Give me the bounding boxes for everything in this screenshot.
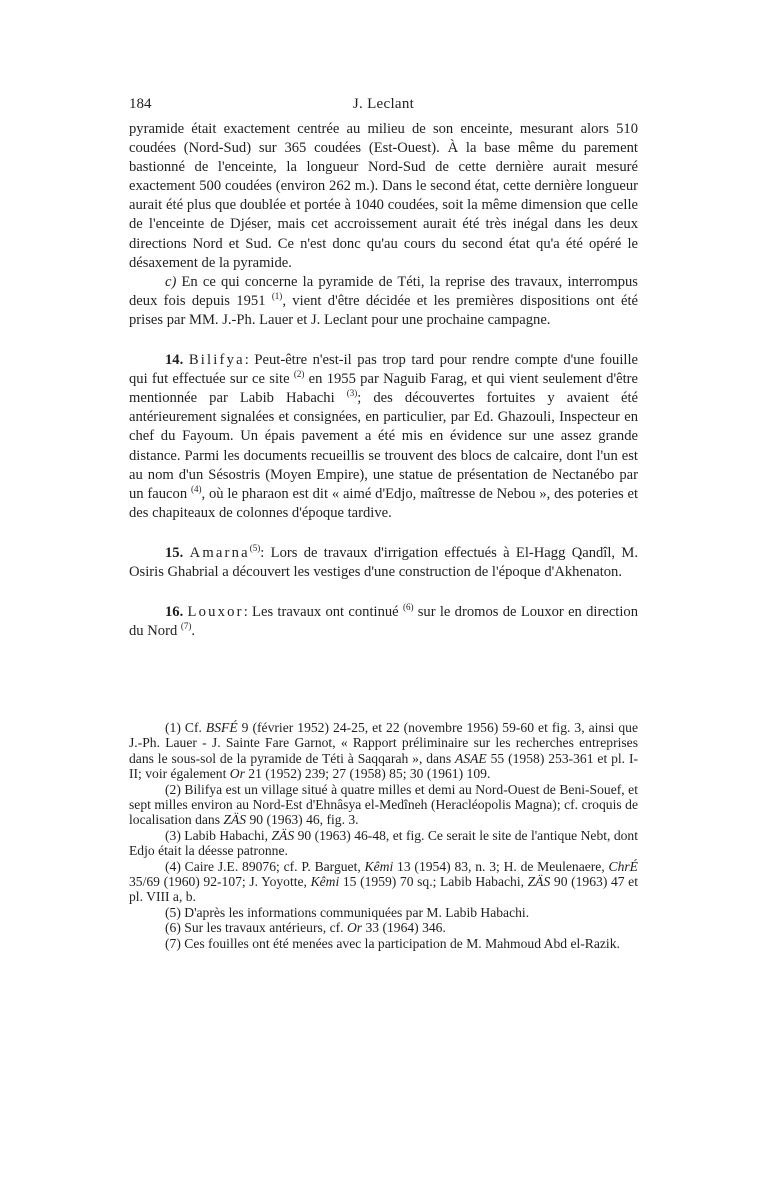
footnote-ref: (4) — [190, 483, 202, 494]
journal-abbrev: ChrÉ — [608, 858, 638, 874]
footnote-ref: (2) — [293, 369, 305, 380]
footnote-mark: (6) — [165, 920, 181, 936]
item-label: c) — [165, 273, 177, 290]
footnote-2: (2) Bilifya est un village situé à quatre milles et demi au Nord-Ouest de Beni-Souef, et sept milles environ au Nord-Est d'Ehnâsya el-Medîneh (Heracléopolis Magna); cf. croquis de localisation dans ZÄS 90 (1963) 46, fig. 3. — [129, 781, 638, 828]
journal-abbrev: Or — [229, 766, 245, 782]
footnote-ref: (7) — [180, 621, 192, 632]
section-number: 16. — [165, 604, 184, 621]
site-name: Amarna — [189, 544, 250, 561]
journal-abbrev: ZÄS — [527, 874, 551, 890]
running-title: J. Leclant — [352, 96, 415, 112]
footnote-1: (1) Cf. BSFÉ 9 (février 1952) 24-25, et 22 (novembre 1956) 59-60 et fig. 3, ainsi que J.-Ph. Lauer - J. Sainte Fare Garnot, « Rapport préliminaire sur les recherches entreprises dans le sous-sol de la pyramide de Téti à Saqqarah », dans ASAE 55 (1958) 253-361 et pl. I-II; voir également Or 21 (1952) 239; 27 (1958) 85; 30 (1961) 109. — [129, 720, 639, 782]
footnote-ref: (3) — [346, 388, 358, 399]
main-text — [129, 120, 638, 641]
footnote-7: (7) Ces fouilles ont été menées avec la participation de M. Mahmoud Abd el-Razik. — [165, 935, 620, 951]
page-number: 184 — [129, 96, 152, 112]
journal-abbrev: Kêmi — [364, 858, 394, 874]
footnote-mark: (1) — [165, 720, 181, 735]
section-amarna: 15. Amarna$^{(5)}$: Lors de travaux d'irrigation effectués à El-Hagg Qandîl, M. Osiris Ghabrial a découvert les vestiges d'une construction de l'époque d'Akhenaton. — [129, 543, 638, 580]
footnote-ref: (5) — [249, 543, 261, 554]
footnote-mark: (2) — [165, 781, 181, 797]
paragraph-teti: c) En ce qui concerne la pyramide de Téti, la reprise des travaux, interrompus deux fois depuis 1951 $^{(1)}$, vient d'être décidée et les premières dispositions ont été prises par MM. J.-Ph. Lauer et J. Leclant pour une prochaine campagne. — [129, 273, 638, 328]
journal-abbrev: BSFÉ — [205, 720, 238, 735]
journal-abbrev: ASAE — [455, 750, 487, 766]
section-bilifya: 14. Bilifya: Peut-être n'est-il pas trop tard pour rendre compte d'une fouille qui fut effectuée sur ce site $^{(2)}$ en 1955 par Naguib Farag, et qui vient seulement d'être mentionnée par Labib Habachi $^{(3)}$; des découvertes fortuites y avaient été antérieurement signalées et consignées, en particulier, par Ed. Ghazouli, Inspecteur en chef du Fayoum. Un épais pavement a été mis en évidence sur une assez grande distance. Parmi les documents recueillis se trouvent des blocs de calcaire, dont l'un est au nom d'un Sésostris (Moyen Empire), une statue de présentation de Nectanébo par un faucon $^{(4)}$, où le pharaon est dit « aimé d'Edjo, maîtresse de Nebou », des poteries et des chapiteaux de colonnes d'époque tardive. — [129, 352, 638, 521]
section-louxor: 16. Louxor: Les travaux ont continué $^{(6)}$ sur le dromos de Louxor en direction du Nord $^{(7)}$. — [129, 602, 638, 640]
footnotes — [129, 720, 638, 951]
running-header — [129, 96, 638, 116]
paragraph-pyramid-axis: pyramide était exactement centrée au milieu de son enceinte, mesurant alors 510 coudées (Nord-Sud) sur 365 coudées (Est-Ouest). À la base même du parement bastionné de l'enceinte, la longueur Nord-Sud de cette dernière aurait mesuré exactement 500 coudées (environ 262 m.). Dans le second état, cette dernière longueur aurait été plus que doublée et portée à 1040 coudées, soit la même dimension que celle de l'enceinte de Djéser, mais cet accroissement aurait été très inégal dans les deux directions Nord et Sud. Ce n'est donc qu'au cours du second état qu'a été opéré le désaxement de la pyramide. — [129, 121, 638, 271]
footnote-5: (5) D'après les informations communiquées par M. Labib Habachi. — [165, 904, 530, 920]
journal-abbrev: ZÄS — [271, 827, 295, 843]
footnote-mark: (5) — [165, 904, 181, 920]
journal-abbrev: Kêmi — [310, 874, 340, 890]
section-number: 15. — [165, 544, 184, 561]
site-name: Louxor — [187, 604, 244, 621]
footnote-mark: (3) — [165, 827, 181, 843]
site-name: Bilifya — [188, 352, 245, 369]
footnote-6: (6) Sur les travaux antérieurs, cf. Or 33 (1964) 346. — [165, 920, 446, 936]
journal-abbrev: Or — [346, 920, 363, 936]
footnote-mark: (7) — [165, 935, 181, 951]
journal-abbrev: ZÄS — [223, 812, 247, 828]
footnote-ref: (6) — [402, 602, 414, 613]
footnote-ref: (1) — [271, 290, 283, 301]
footnote-3: (3) Labib Habachi, ZÄS 90 (1963) 46-48, et fig. Ce serait le site de l'antique Nebt, dont Edjo était la déesse patronne. — [129, 827, 638, 859]
footnote-mark: (4) — [165, 858, 181, 874]
footnote-4: (4) Caire J.E. 89076; cf. P. Barguet, Kêmi 13 (1954) 83, n. 3; H. de Meulenaere, ChrÉ 35/69 (1960) 92-107; J. Yoyotte, Kêmi 15 (1959) 70 sq.; Labib Habachi, ZÄS 90 (1963) 47 et pl. VIII a, b. — [129, 858, 638, 905]
section-number: 14. — [165, 352, 184, 369]
